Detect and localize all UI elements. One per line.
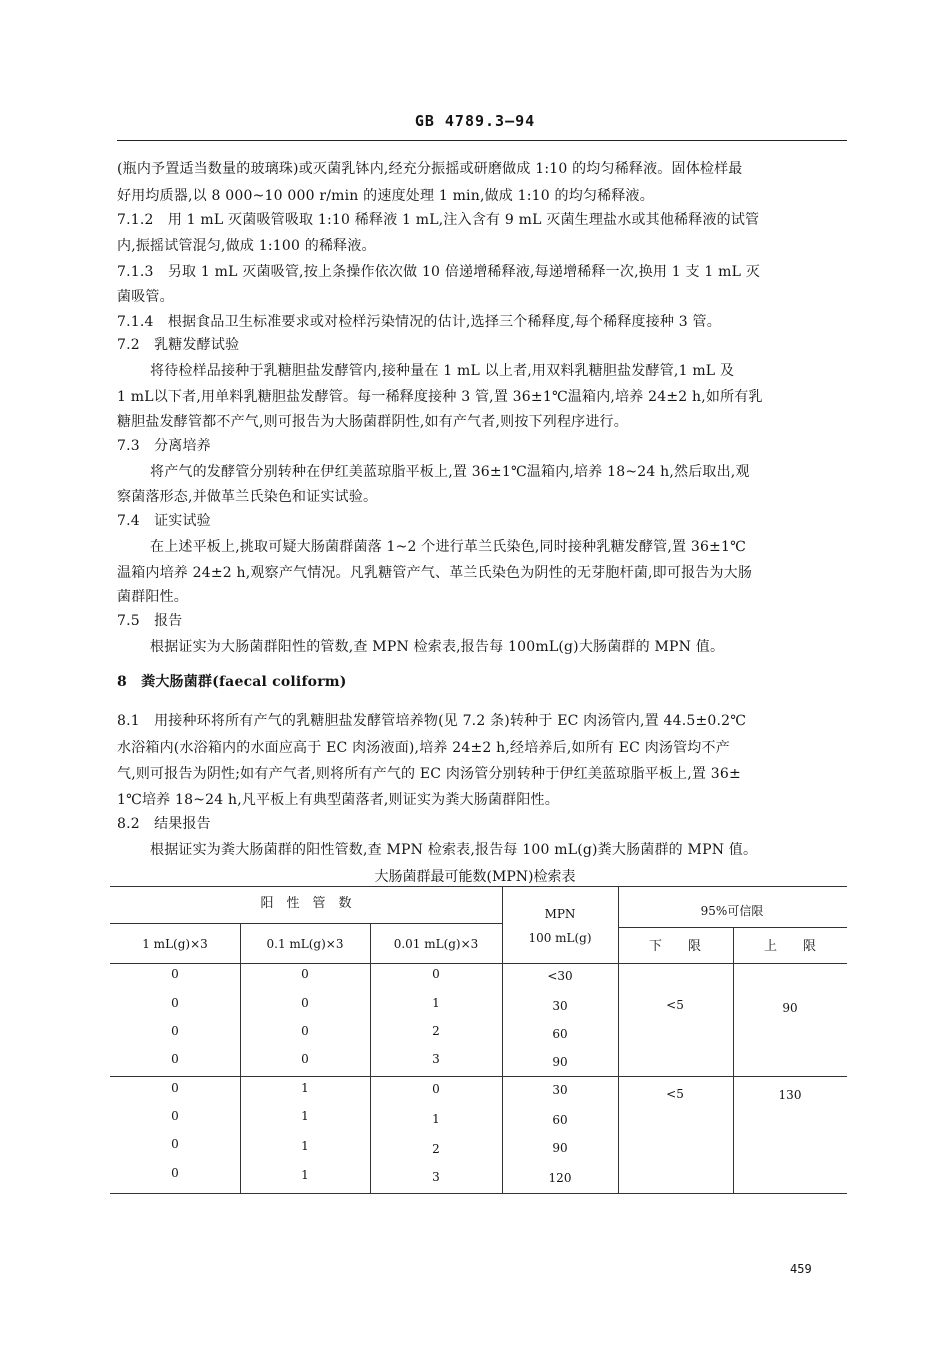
lower-limit-value: <5 (666, 998, 684, 1012)
positive-tubes-header: 阳 性 管 数 (260, 896, 352, 911)
table-cell: 0 (301, 967, 309, 981)
table-top-rule (110, 886, 847, 887)
table-cell: 120 (548, 1171, 572, 1185)
paragraph-line: 根据证实为大肠菌群阳性的管数,查 MPN 检索表,报告每 100mL(g)大肠菌群的 MPN 值。 (150, 639, 725, 655)
paragraph-line: 气,则可报告为阴性;如有产气者,则将所有产气的 EC 肉汤管分别转种于伊红美蓝琼脂平板上,置 36± (117, 766, 741, 782)
header-bottom-rule (110, 963, 847, 964)
section-7-4-heading: 7.4 证实试验 (117, 513, 211, 529)
upper-limit-header: 上 限 (763, 939, 817, 954)
header-rule (117, 140, 847, 141)
column-rule (618, 886, 619, 1193)
paragraph-line: 水浴箱内(水浴箱内的水面应高于 EC 肉汤液面),培养 24±2 h,经培养后,如所有 EC 肉汤管均不产 (117, 740, 730, 756)
table-cell: 0 (301, 1024, 309, 1038)
table-title: 大肠菌群最可能数(MPN)检索表 (374, 869, 576, 885)
paragraph-line: 1℃培养 18~24 h,凡平板上有典型菌落者,则证实为粪大肠菌群阳性。 (117, 792, 559, 808)
document-code: GB 4789.3—94 (414, 112, 536, 130)
section-7-5-heading: 7.5 报告 (117, 613, 183, 629)
paragraph-line: 察菌落形态,并做革兰氏染色和证实试验。 (117, 489, 378, 505)
upper-limit-value: 90 (782, 1001, 798, 1015)
table-bottom-rule (110, 1193, 847, 1194)
upper-limit-value: 130 (778, 1088, 802, 1102)
table-cell: 1 (432, 1112, 440, 1126)
table-cell: 0 (171, 1052, 179, 1066)
table-cell: 1 (301, 1168, 309, 1182)
paragraph-line: 1 mL以下者,用单料乳糖胆盐发酵管。每一稀释度接种 3 管,置 36±1℃温箱内,培养 24±2 h,如所有乳 (117, 389, 763, 405)
paragraph-line: 在上述平板上,挑取可疑大肠菌群菌落 1~2 个进行革兰氏染色,同时接种乳糖发酵管,置 36±1℃ (150, 539, 746, 555)
table-cell: 0 (171, 1137, 179, 1151)
paragraph-line: 根据证实为粪大肠菌群的阳性管数,查 MPN 检索表,报告每 100 mL(g)粪大肠菌群的 MPN 值。 (150, 842, 758, 858)
table-cell: 3 (432, 1052, 440, 1066)
table-cell: 0 (301, 1052, 309, 1066)
table-cell: 0 (171, 967, 179, 981)
clause-7-1-3: 7.1.3 另取 1 mL 灭菌吸管,按上条操作依次做 10 倍递增稀释液,每递增稀释一次,换用 1 支 1 mL 灭 (117, 264, 760, 280)
table-cell: 0 (171, 1109, 179, 1123)
table-cell: 3 (432, 1170, 440, 1184)
clause-7-1-2: 7.1.2 用 1 mL 灭菌吸管吸取 1:10 稀释液 1 mL,注入含有 9 mL 灭菌生理盐水或其他稀释液的试管 (117, 212, 760, 228)
page-number: 459 (790, 1262, 812, 1276)
paragraph-line: 菌吸管。 (117, 289, 174, 305)
table-cell: 30 (552, 1083, 568, 1097)
group-divider (110, 1076, 847, 1077)
table-cell: <30 (547, 969, 573, 983)
clause-7-1-4: 7.1.4 根据食品卫生标准要求或对检样污染情况的估计,选择三个稀释度,每个稀释度接种 3 管。 (117, 314, 721, 330)
lower-limit-header: 下 限 (648, 939, 702, 954)
paragraph-line: 好用均质器,以 8 000~10 000 r/min 的速度处理 1 min,做成 1:10 的均匀稀释液。 (117, 188, 654, 204)
clause-8-1: 8.1 用接种环将所有产气的乳糖胆盐发酵管培养物(见 7.2 条)转种于 EC 肉汤管内,置 44.5±0.2℃ (117, 713, 747, 729)
paragraph-line: 糖胆盐发酵管都不产气,则可报告为大肠菌群阴性,如有产气者,则按下列程序进行。 (117, 414, 628, 430)
table-cell: 0 (171, 1166, 179, 1180)
column-rule (240, 923, 241, 1193)
paragraph-line: 将待检样品接种于乳糖胆盐发酵管内,接种量在 1 mL 以上者,用双料乳糖胆盐发酵管,1 mL 及 (150, 363, 735, 379)
table-cell: 1 (432, 996, 440, 1010)
column-rule (370, 923, 371, 1193)
column-rule (502, 886, 503, 1193)
confidence-limit-header: 95%可信限 (700, 904, 764, 918)
table-cell: 1 (301, 1109, 309, 1123)
paragraph-line: 内,振摇试管混匀,做成 1:100 的稀释液。 (117, 238, 376, 254)
table-cell: 60 (552, 1113, 568, 1127)
mpn-unit-header: 100 mL(g) (528, 931, 592, 945)
paragraph-line: (瓶内予置适当数量的玻璃珠)或灭菌乳钵内,经充分振摇或研磨做成 1:10 的均匀稀释液。固体检样最 (117, 161, 743, 177)
table-cell: 30 (552, 999, 568, 1013)
table-cell: 1 (301, 1139, 309, 1153)
table-cell: 2 (432, 1024, 440, 1038)
table-cell: 60 (552, 1027, 568, 1041)
table-cell: 0 (171, 996, 179, 1010)
section-8-2-heading: 8.2 结果报告 (117, 816, 211, 832)
lower-limit-value: <5 (666, 1087, 684, 1101)
header-divider (110, 923, 502, 924)
table-cell: 2 (432, 1142, 440, 1156)
table-cell: 0 (301, 996, 309, 1010)
section-7-3-heading: 7.3 分离培养 (117, 438, 211, 454)
table-cell: 1 (301, 1081, 309, 1095)
col-header-1ml: 1 mL(g)×3 (142, 937, 208, 951)
column-rule (733, 927, 734, 1193)
mpn-header: MPN (544, 907, 576, 921)
table-cell: 0 (171, 1024, 179, 1038)
paragraph-line: 将产气的发酵管分别转种在伊红美蓝琼脂平板上,置 36±1℃温箱内,培养 18~24 h,然后取出,观 (150, 464, 750, 480)
col-header-0-1ml: 0.1 mL(g)×3 (266, 937, 344, 951)
table-cell: 90 (552, 1055, 568, 1069)
col-header-0-01ml: 0.01 mL(g)×3 (393, 937, 479, 951)
table-cell: 0 (432, 967, 440, 981)
table-cell: 0 (171, 1081, 179, 1095)
table-cell: 0 (432, 1082, 440, 1096)
section-7-2-heading: 7.2 乳糖发酵试验 (117, 337, 240, 353)
table-cell: 90 (552, 1141, 568, 1155)
section-8-heading: 8 粪大肠菌群(faecal coliform) (117, 674, 347, 690)
paragraph-line: 菌群阳性。 (117, 589, 188, 605)
paragraph-line: 温箱内培养 24±2 h,观察产气情况。凡乳糖管产气、革兰氏染色为阴性的无芽胞杆菌,即可报告为大肠 (117, 565, 753, 581)
